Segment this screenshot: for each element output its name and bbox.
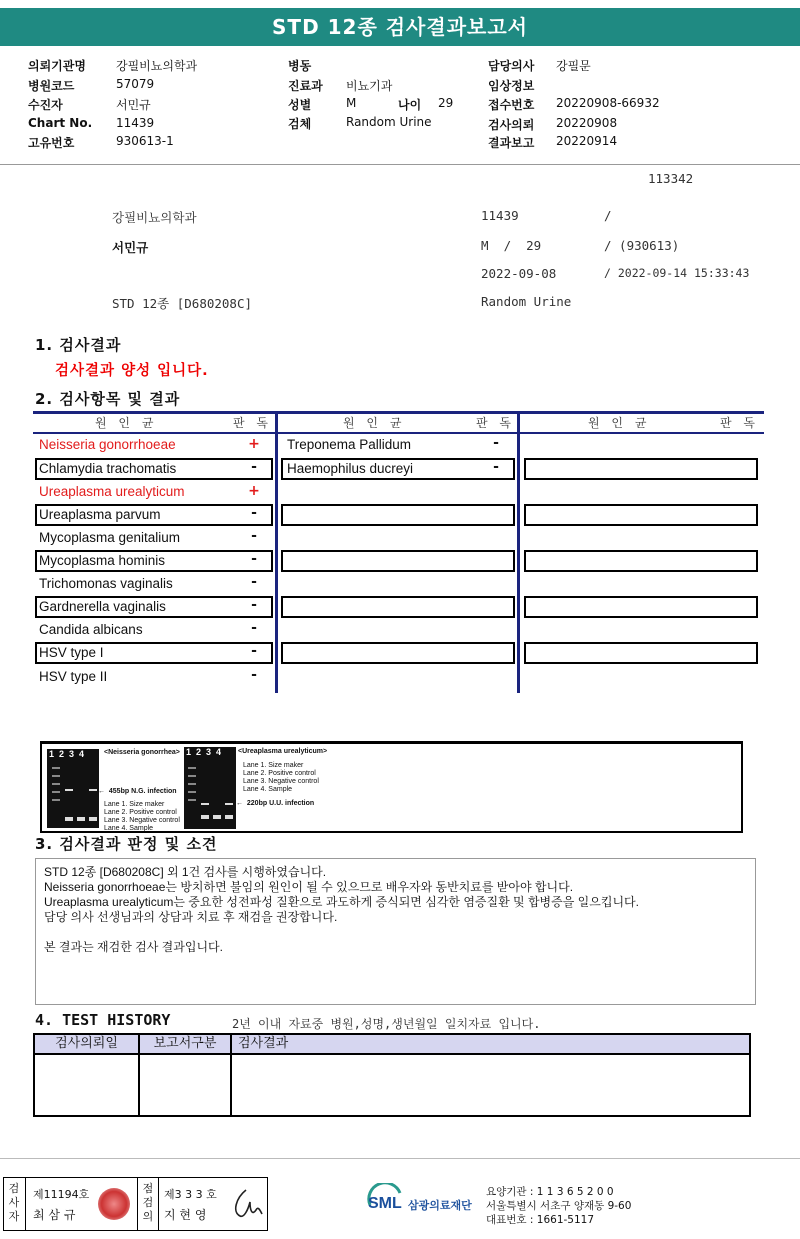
organism-name: HSV type II bbox=[39, 669, 108, 684]
row-box bbox=[524, 642, 758, 664]
organism-result: - bbox=[251, 551, 257, 567]
label-department: 진료과 bbox=[288, 79, 323, 93]
col1-organism-head: 원 인 균 bbox=[95, 416, 158, 430]
history-cell bbox=[140, 1055, 232, 1115]
row-box bbox=[524, 596, 758, 618]
gel-image-ng bbox=[47, 749, 99, 828]
gel-ng-notes: Lane 1. Size maker Lane 2. Positive control Lane 3. Negative control Lane 4. Sample bbox=[104, 801, 180, 832]
section-1-title: 1. 검사결과 bbox=[35, 336, 122, 354]
sml-logo: SML bbox=[366, 1183, 406, 1223]
organism-result: - bbox=[251, 667, 257, 683]
signature-box bbox=[3, 1177, 268, 1231]
label-doctor: 담당의사 bbox=[488, 59, 535, 73]
gel-ng-title: <Neisseria gonorrhea> bbox=[104, 749, 180, 756]
reviewer-label: 점검의 bbox=[142, 1182, 154, 1223]
organism-result: - bbox=[251, 620, 257, 636]
organism-result: - bbox=[251, 643, 257, 659]
label-clinical-info: 임상정보 bbox=[488, 79, 535, 93]
organism-name: Haemophilus ducreyi bbox=[287, 461, 414, 476]
label-specimen: 검체 bbox=[288, 117, 312, 131]
row-box bbox=[281, 596, 515, 618]
report-title: STD 12종 검사결과보고서 bbox=[0, 8, 800, 46]
gel-uu-notes: Lane 1. Size maker Lane 2. Positive control Lane 3. Negative control Lane 4. Sample bbox=[243, 762, 319, 793]
label-requester: 의뢰기관명 bbox=[28, 59, 86, 73]
organism-result: - bbox=[251, 505, 257, 521]
opinion-line: STD 12종 [D680208C] 외 1건 검사를 시행하였습니다. bbox=[44, 865, 327, 879]
organism-name: Neisseria gonorrhoeae bbox=[39, 437, 176, 452]
info-date-request: 2022-09-08 bbox=[481, 266, 557, 281]
gel-ng-lanes: 1234 bbox=[49, 749, 90, 759]
organism-result: - bbox=[251, 597, 257, 613]
section-2-title: 2. 검사항목 및 결과 bbox=[35, 390, 181, 408]
contact-code: 요양기관 : 1 1 3 6 5 2 0 0 bbox=[486, 1186, 614, 1198]
reviewer-no: 제3 3 3 호 bbox=[164, 1188, 217, 1201]
history-table bbox=[33, 1033, 751, 1117]
history-col-report-type: 보고서구분 bbox=[140, 1035, 232, 1053]
info-test: STD 12종 [D680208C] bbox=[112, 296, 253, 311]
contact-phone: 대표번호 : 1661-5117 bbox=[486, 1214, 595, 1226]
section-3-title: 3. 검사결과 판정 및 소견 bbox=[35, 835, 218, 853]
info-slash: / bbox=[604, 208, 612, 223]
organism-result: - bbox=[493, 435, 499, 451]
gel-uu-lanes: 1234 bbox=[186, 747, 227, 757]
organism-name: Trichomonas vaginalis bbox=[39, 576, 173, 591]
organism-result: + bbox=[248, 483, 260, 499]
history-body bbox=[35, 1055, 749, 1115]
row-box bbox=[281, 642, 515, 664]
info-sex-age: M / 29 bbox=[481, 238, 542, 253]
organism-name: Gardnerella vaginalis bbox=[39, 599, 166, 614]
row-box bbox=[524, 458, 758, 480]
label-receipt-no: 접수번호 bbox=[488, 98, 535, 112]
opinion-line: Neisseria gonorrhoeae는 방치하면 불임의 원인이 될 수 있으므로 배우자와 동반치료를 받아야 합니다. bbox=[44, 880, 574, 894]
gel-image-uu bbox=[184, 747, 236, 829]
history-col-result: 검사결과 bbox=[238, 1036, 289, 1051]
info-specimen: Random Urine bbox=[481, 294, 572, 309]
footer-divider bbox=[0, 1158, 800, 1159]
col2-result-head: 판 독 bbox=[476, 416, 515, 430]
info-hospital: 강필비뇨의학과 bbox=[112, 210, 197, 225]
opinion-line: 담당 의사 선생님과의 상담과 치료 후 재검을 권장합니다. bbox=[44, 910, 338, 924]
value-receipt-no: 20220908-66932 bbox=[556, 96, 660, 110]
label-unique-no: 고유번호 bbox=[28, 136, 75, 150]
organism-name: Ureaplasma parvum bbox=[39, 507, 161, 522]
org-name: 삼광의료재단 bbox=[408, 1199, 472, 1212]
examiner-seal bbox=[98, 1188, 130, 1220]
row-box bbox=[524, 504, 758, 526]
organism-name: Candida albicans bbox=[39, 622, 143, 637]
row-box bbox=[524, 550, 758, 572]
label-sex: 성별 bbox=[288, 98, 312, 112]
examiner-name: 최 삼 규 bbox=[33, 1208, 76, 1222]
organism-name: Mycoplasma hominis bbox=[39, 553, 166, 568]
examiner-no: 제11194호 bbox=[33, 1188, 90, 1201]
organism-name: Mycoplasma genitalium bbox=[39, 530, 181, 545]
organism-name: HSV type I bbox=[39, 645, 104, 660]
organism-result: - bbox=[251, 574, 257, 590]
value-specimen: Random Urine bbox=[346, 115, 432, 129]
divider bbox=[0, 164, 800, 165]
info-patient: 서민규 bbox=[112, 240, 149, 255]
history-header bbox=[35, 1035, 749, 1055]
value-chart-no: 11439 bbox=[116, 116, 155, 130]
table-col-divider-1 bbox=[275, 411, 278, 693]
history-cell bbox=[35, 1055, 140, 1115]
col3-result-head: 판 독 bbox=[720, 416, 759, 430]
history-cell bbox=[232, 1055, 749, 1115]
organism-result: - bbox=[251, 459, 257, 475]
opinion-line: Ureaplasma urealyticum는 중요한 성전파성 질환으로 과도하게 증식되면 심각한 염증질환 및 합병증을 일으킵니다. bbox=[44, 895, 639, 909]
reviewer-name: 지 현 영 bbox=[164, 1208, 207, 1222]
organism-name: Ureaplasma urealyticum bbox=[39, 484, 185, 499]
contact-address: 서울특별시 서초구 양재동 9-60 bbox=[486, 1200, 632, 1212]
value-department: 비뇨기과 bbox=[346, 79, 393, 93]
table-head-line bbox=[33, 432, 764, 434]
col1-result-head: 판 독 bbox=[233, 416, 272, 430]
col2-organism-head: 원 인 균 bbox=[343, 416, 406, 430]
label-patient: 수진자 bbox=[28, 98, 63, 112]
positive-message: 검사결과 양성 입니다. bbox=[55, 363, 209, 379]
row-box bbox=[281, 504, 515, 526]
value-sex: M bbox=[346, 96, 357, 110]
label-report-date: 결과보고 bbox=[488, 136, 535, 150]
table-col-divider-2 bbox=[517, 411, 520, 693]
reviewer-signature bbox=[226, 1184, 266, 1224]
value-unique-no: 930613-1 bbox=[116, 134, 174, 148]
value-report-date: 20220914 bbox=[556, 134, 618, 148]
value-requester: 강필비뇨의학과 bbox=[116, 59, 198, 73]
history-col-request-date: 검사의뢰일 bbox=[35, 1035, 140, 1053]
info-id-short: / (930613) bbox=[604, 238, 680, 253]
organism-name: Treponema Pallidum bbox=[287, 437, 412, 452]
col3-organism-head: 원 인 균 bbox=[588, 416, 651, 430]
gel-panel bbox=[40, 741, 743, 833]
info-date-report: / 2022-09-14 15:33:43 bbox=[604, 266, 750, 280]
organism-name: Chlamydia trachomatis bbox=[39, 461, 177, 476]
value-patient: 서민규 bbox=[116, 98, 151, 112]
label-chart-no: Chart No. bbox=[28, 116, 93, 130]
value-age: 29 bbox=[438, 96, 454, 110]
value-hospital-code: 57079 bbox=[116, 77, 155, 91]
value-doctor: 강필문 bbox=[556, 59, 591, 73]
row-box bbox=[281, 550, 515, 572]
opinion-box bbox=[35, 858, 756, 1005]
organism-result: - bbox=[493, 459, 499, 475]
section-4-title: 4. TEST HISTORY bbox=[35, 1011, 171, 1029]
value-request-date: 20220908 bbox=[556, 116, 618, 130]
history-note: 2년 이내 자료중 병원,성명,생년월일 일치자료 입니다. bbox=[232, 1017, 541, 1031]
label-age: 나이 bbox=[398, 98, 422, 112]
info-code: 113342 bbox=[648, 171, 694, 186]
label-request-date: 검사의뢰 bbox=[488, 118, 535, 132]
label-hospital-code: 병원코드 bbox=[28, 79, 75, 93]
label-ward: 병동 bbox=[288, 59, 312, 73]
examiner-label: 검사자 bbox=[8, 1182, 20, 1223]
gel-uu-band: ← 220bp U.U. infection bbox=[236, 800, 315, 807]
organism-result: - bbox=[251, 528, 257, 544]
opinion-line bbox=[44, 925, 747, 940]
gel-uu-title: <Ureaplasma urealyticum> bbox=[238, 748, 328, 755]
opinion-line: 본 결과는 재검한 검사 결과입니다. bbox=[44, 940, 223, 954]
gel-ng-band: ← 455bp N.G. infection bbox=[98, 788, 177, 795]
organism-result: + bbox=[248, 436, 260, 452]
info-chart: 11439 bbox=[481, 208, 519, 223]
